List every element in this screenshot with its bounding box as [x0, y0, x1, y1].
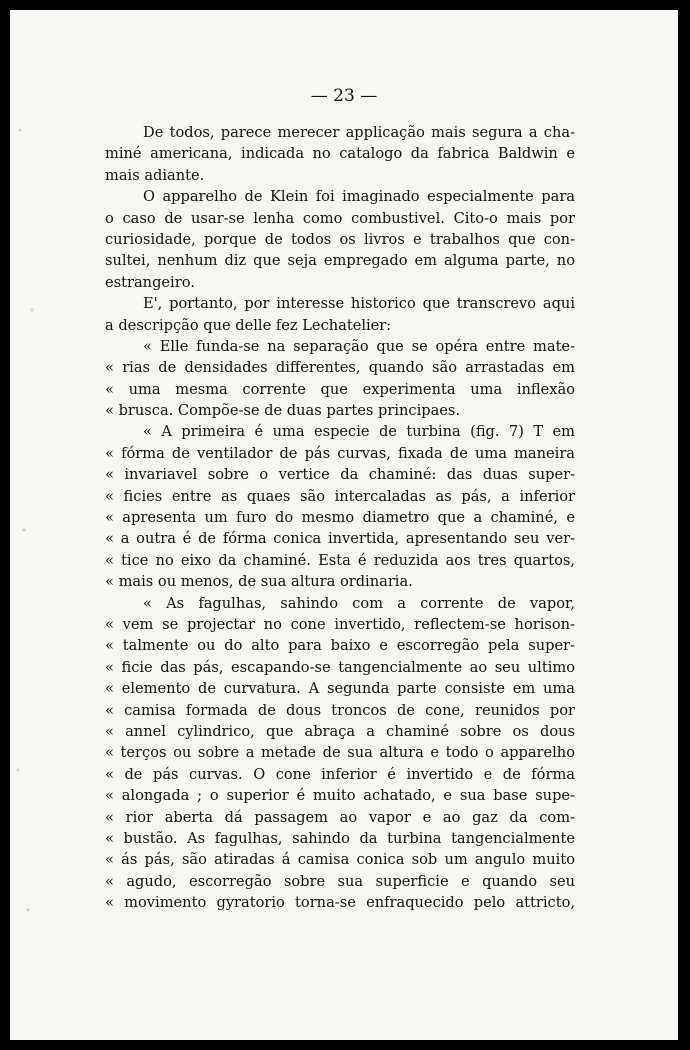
- text-line: « rior aberta dá passagem ao vapor e ao gaz da com-: [105, 808, 575, 826]
- text-line: « brusca. Compõe-se de duas partes principaes.: [105, 402, 461, 420]
- page-number: — 23 —: [310, 86, 378, 106]
- body-text: [105, 122, 575, 913]
- text-line: « A primeira é uma especie de turbina (fig. 7) T em: [143, 423, 575, 441]
- text-line: « agudo, escorregão sobre sua superficie e quando seu: [105, 872, 575, 890]
- book-page: [10, 10, 678, 1040]
- text-line: « fórma de ventilador de pás curvas, fixada de uma maneira: [105, 444, 575, 462]
- text-line: mais adiante.: [105, 166, 205, 184]
- text-line: estrangeiro.: [105, 273, 195, 291]
- text-line: « a outra é de fórma conica invertida, apresentando seu ver-: [105, 530, 575, 548]
- text-line: « invariavel sobre o vertice da chaminé: das duas super-: [105, 466, 575, 484]
- text-line: E', portanto, por interesse historico que transcrevo aqui: [143, 295, 575, 313]
- text-line: miné americana, indicada no catalogo da fabrica Baldwin e: [105, 145, 575, 163]
- text-line: « ficies entre as quaes são intercaladas as pás, a inferior: [105, 487, 575, 505]
- text-line: « ficie das pás, escapando-se tangencialmente ao seu ultimo: [105, 658, 575, 676]
- text-line: O apparelho de Klein foi imaginado especialmente para: [143, 188, 575, 206]
- text-line: « mais ou menos, de sua altura ordinaria.: [105, 573, 413, 591]
- text-line: « ás pás, são atiradas á camisa conica sob um angulo muito: [105, 851, 575, 869]
- text-line: « terços ou sobre a metade de sua altura e todo o apparelho: [105, 744, 575, 762]
- text-line: « alongada ; o superior é muito achatado, e sua base supe-: [105, 787, 575, 805]
- text-line: « elemento de curvatura. A segunda parte consiste em uma: [105, 680, 575, 698]
- text-line: « camisa formada de dous troncos de cone, reunidos por: [105, 701, 575, 719]
- text-line: sultei, nenhum diz que seja empregado em alguma parte, no: [105, 252, 575, 270]
- text-line: De todos, parece merecer applicação mais segura a cha-: [143, 124, 575, 141]
- text-line: o caso de usar-se lenha como combustivel. Cito-o mais por: [105, 209, 575, 227]
- text-line: a descripção que delle fez Lechatelier:: [105, 316, 392, 334]
- text-line: « As fagulhas, sahindo com a corrente de vapor,: [143, 594, 575, 612]
- text-line: curiosidade, porque de todos os livros e trabalhos que con-: [105, 230, 575, 248]
- text-line: « Elle funda-se na separação que se opéra entre mate-: [143, 337, 575, 355]
- text-line: « de pás curvas. O cone inferior é invertido e de fórma: [105, 765, 575, 783]
- text-line: « bustão. As fagulhas, sahindo da turbina tangencialmente: [105, 829, 575, 847]
- text-line: « uma mesma corrente que experimenta uma inflexão: [105, 380, 575, 398]
- text-line: « apresenta um furo do mesmo diametro que a chaminé, e: [105, 509, 575, 527]
- text-line: « rias de densidades differentes, quando são arrastadas em: [105, 359, 575, 377]
- text-line: « talmente ou do alto para baixo e escorregão pela super-: [105, 637, 575, 655]
- text-line: « movimento gyratorio torna-se enfraquecido pelo attricto,: [105, 894, 575, 912]
- text-line: « vem se projectar no cone invertido, reflectem-se horison-: [105, 615, 575, 633]
- text-line: « annel cylindrico, que abraça a chaminé sobre os dous: [105, 722, 575, 740]
- text-line: « tice no eixo da chaminé. Esta é reduzida aos tres quartos,: [105, 551, 575, 569]
- page-edge-speckles: [10, 10, 50, 1040]
